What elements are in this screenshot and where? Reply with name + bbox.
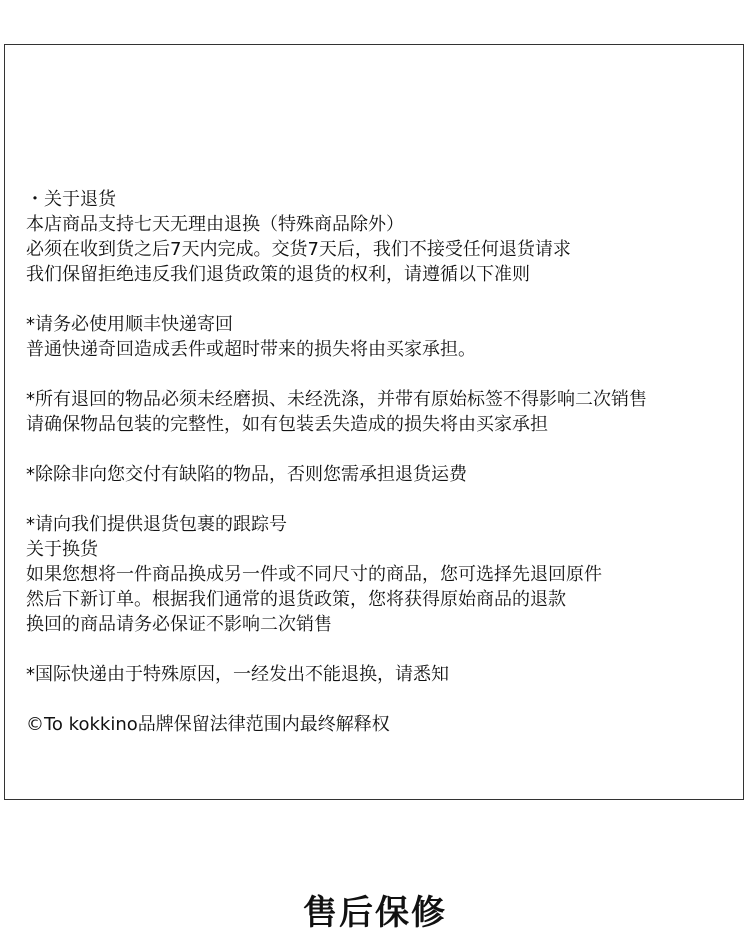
policy-line: 必须在收到货之后7天内完成。交货7天后，我们不接受任何退货请求 — [26, 239, 571, 260]
policy-line: *所有退回的物品必须未经磨损、未经洗涤，并带有原始标签不得影响二次销售 — [26, 389, 647, 410]
policy-blank-line — [26, 287, 742, 312]
policy-line: 换回的商品请务必保证不影响二次销售 — [26, 614, 332, 635]
policy-line: 如果您想将一件商品换成另一件或不同尺寸的商品，您可选择先退回原件 — [26, 564, 602, 585]
policy-line: *除除非向您交付有缺陷的物品，否则您需承担退货运费 — [26, 464, 467, 485]
policy-blank-line — [26, 437, 742, 462]
policy-heading-exchange: 关于换货 — [26, 539, 98, 560]
policy-blank-line — [26, 637, 742, 662]
policy-line: 普通快递奇回造成丢件或超时带来的损失将由买家承担。 — [26, 339, 476, 360]
policy-heading-returns: ・关于退货 — [26, 189, 116, 210]
policy-line: *国际快递由于特殊原因，一经发出不能退换，请悉知 — [26, 664, 449, 685]
policy-line: 然后下新订单。根据我们通常的退货政策，您将获得原始商品的退款 — [26, 589, 566, 610]
policy-copyright: ©To kokkino品牌保留法律范围内最终解释权 — [26, 714, 390, 735]
after-sales-title: 售后保修 — [303, 893, 447, 933]
return-policy-box — [4, 44, 744, 800]
policy-blank-line — [26, 362, 742, 387]
policy-line: *请向我们提供退货包裹的跟踪号 — [26, 514, 287, 535]
policy-line: 本店商品支持七天无理由退换（特殊商品除外） — [26, 214, 404, 235]
policy-blank-line — [26, 687, 742, 712]
policy-line: 请确保物品包装的完整性，如有包装丢失造成的损失将由买家承担 — [26, 414, 548, 435]
policy-blank-line — [26, 487, 742, 512]
return-policy-text — [26, 187, 742, 737]
policy-line: 我们保留拒绝违反我们退货政策的退货的权利，请遵循以下准则 — [26, 264, 530, 285]
policy-line: *请务必使用顺丰快递寄回 — [26, 314, 233, 335]
